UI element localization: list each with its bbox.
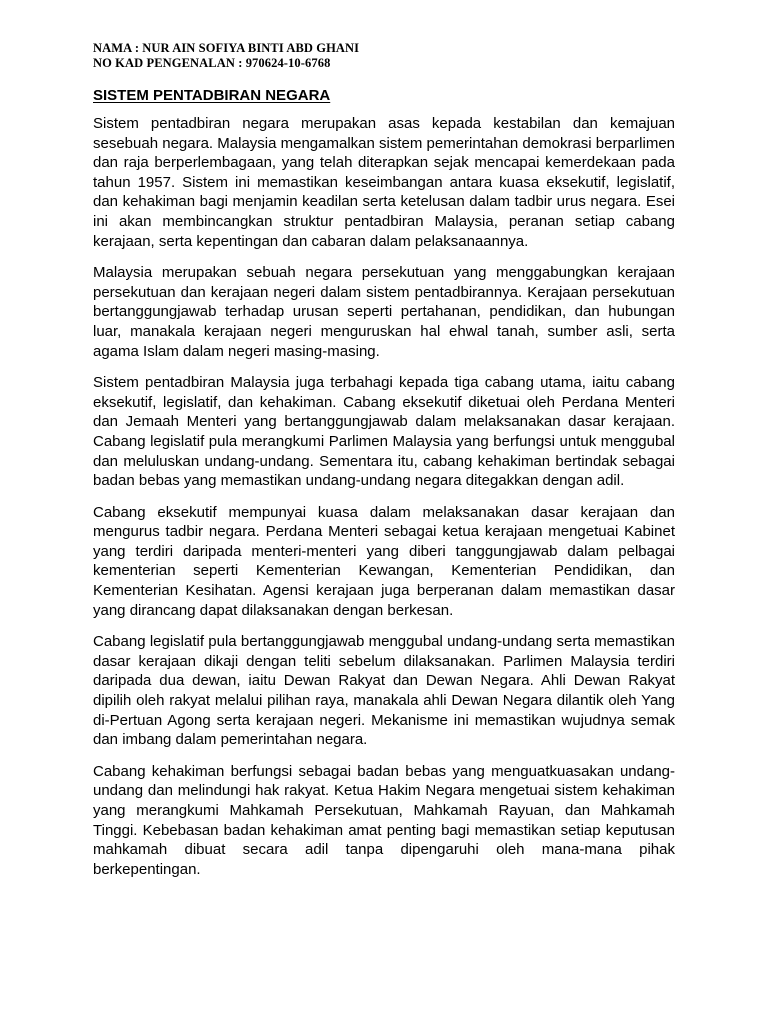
student-name: NAMA : NUR AIN SOFIYA BINTI ABD GHANI <box>93 41 360 55</box>
paragraph: Sistem pentadbiran Malaysia juga terbahagi kepada tiga cabang utama, iaitu cabang eksekutif, legislatif, dan kehakiman. Cabang eksekutif diketuai oleh Perdana Menteri dan Jemaah Menteri yang bertanggungjawab dalam melaksanakan dasar kerajaan. Cabang legislatif pula merangkumi Parlimen Malaysia yang berfungsi untuk menggubal dan meluluskan undang-undang. Sementara itu, cabang kehakiman bertindak sebagai badan bebas yang memastikan undang-undang negara ditegakkan dengan adil. <box>93 374 675 490</box>
essay-body <box>93 114 675 891</box>
essay-title: SISTEM PENTADBIRAN NEGARA <box>93 87 331 104</box>
paragraph: Cabang kehakiman berfungsi sebagai badan bebas yang menguatkuasakan undang-undang dan melindungi hak rakyat. Ketua Hakim Negara mengetuai sistem kehakiman yang merangkumi Mahkamah Persekutuan, Mahkamah Rayuan, dan Mahkamah Tinggi. Kebebasan badan kehakiman amat penting bagi memastikan setiap keputusan mahkamah dibuat secara adil tanpa dipengaruhi oleh mana-mana pihak berkepentingan. <box>93 762 675 878</box>
student-ic-number: NO KAD PENGENALAN : 970624-10-6768 <box>93 56 331 70</box>
paragraph: Sistem pentadbiran negara merupakan asas kepada kestabilan dan kemajuan sesebuah negara. Malaysia mengamalkan sistem pemerintahan demokrasi berparlimen dan raja berperlembagaan, yang telah diterapkan sejak mencapai kemerdekaan pada tahun 1957. Sistem ini memastikan keseimbangan antara kuasa eksekutif, legislatif, dan kehakiman bagi menjamin keadilan serta ketelusan dalam tadbir urus negara. Esei ini akan membincangkan struktur pentadbiran Malaysia, peranan setiap cabang kerajaan, serta kepentingan dan cabaran dalam pelaksanaannya. <box>93 115 675 250</box>
paragraph: Malaysia merupakan sebuah negara persekutuan yang menggabungkan kerajaan persekutuan dan kerajaan negeri dalam sistem pentadbirannya. Kerajaan persekutuan bertanggungjawab terhadap urusan seperti pertahanan, pendidikan, dan hubungan luar, manakala kerajaan negeri menguruskan hal ehwal tanah, sumber asli, serta agama Islam dalam negeri masing-masing. <box>93 264 675 360</box>
student-header <box>93 41 359 71</box>
paragraph: Cabang legislatif pula bertanggungjawab menggubal undang-undang serta memastikan dasar kerajaan dikaji dengan teliti sebelum dilaksanakan. Parlimen Malaysia terdiri daripada dua dewan, iaitu Dewan Rakyat dan Dewan Negara. Ahli Dewan Rakyat dipilih oleh rakyat melalui pilihan raya, manakala ahli Dewan Negara dilantik oleh Yang di-Pertuan Agong serta kerajaan negeri. Mekanisme ini memastikan wujudnya semak dan imbang dalam pemerintahan negara. <box>93 633 675 749</box>
paragraph: Cabang eksekutif mempunyai kuasa dalam melaksanakan dasar kerajaan dan mengurus tadbir negara. Perdana Menteri sebagai ketua kerajaan mengetuai Kabinet yang terdiri daripada menteri-menteri yang diberi tanggungjawab dalam pelbagai kementerian seperti Kementerian Kewangan, Kementerian Pendidikan, dan Kementerian Kesihatan. Agensi kerajaan juga berperanan dalam memastikan dasar yang dirancang dapat dilaksanakan dengan berkesan. <box>93 503 675 619</box>
